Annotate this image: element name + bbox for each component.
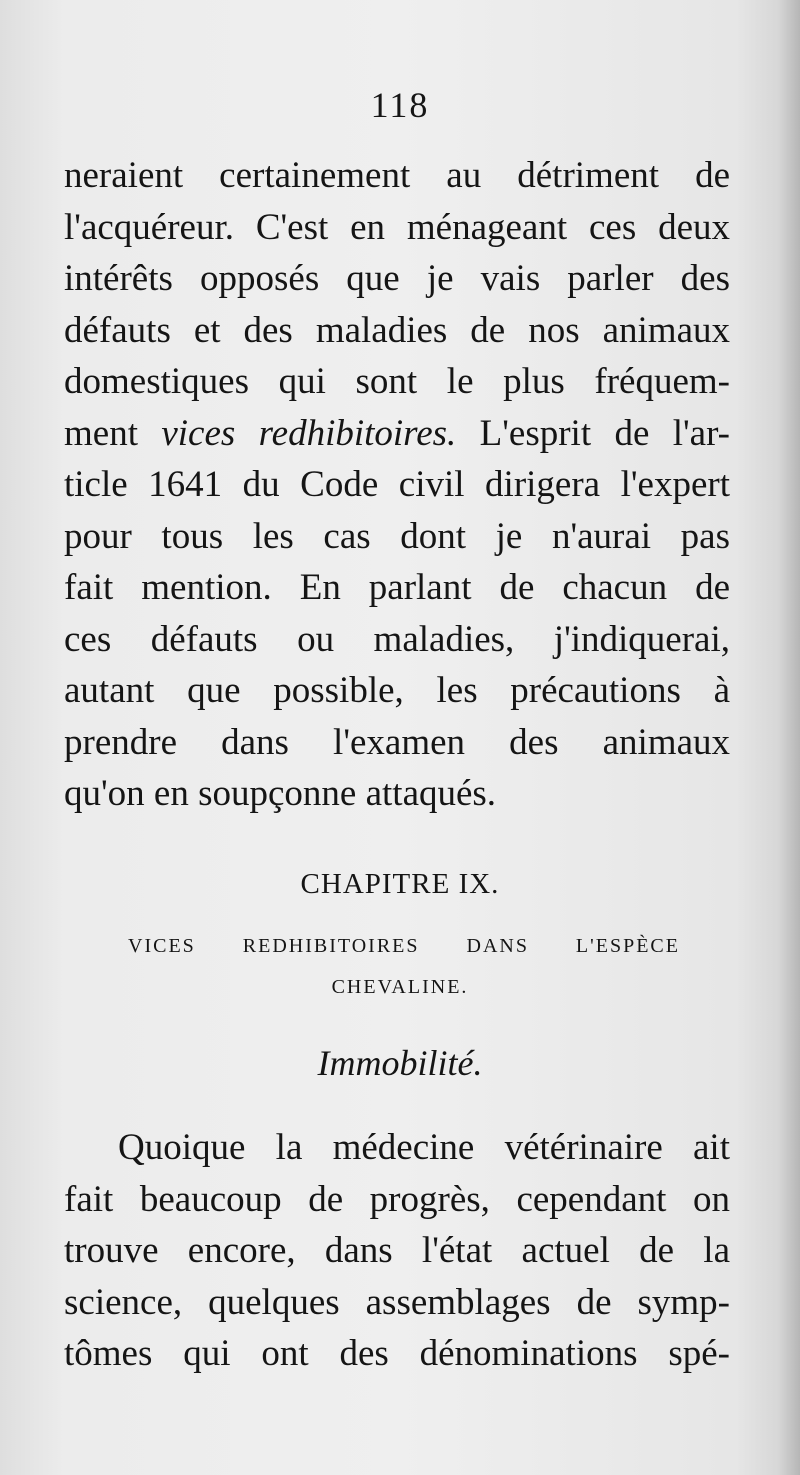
text-line-mixed bbox=[64, 408, 730, 460]
text-line: l'acquéreur. C'est en ménageant ces deux bbox=[64, 206, 730, 248]
paragraph-2 bbox=[64, 1122, 730, 1380]
text-line: ticle 1641 du Code civil dirigera l'expert bbox=[64, 464, 730, 505]
text-line: science, quelques assemblages de symp- bbox=[64, 1281, 730, 1323]
page-spine-shadow bbox=[778, 0, 800, 1475]
text-line: fait beaucoup de progrès, cependant on bbox=[64, 1178, 730, 1220]
text-line: Quoique la médecine vétérinaire ait bbox=[118, 1127, 730, 1168]
page-number: 118 bbox=[370, 85, 430, 125]
text-line: qu'on en soupçonne attaqués. bbox=[64, 773, 497, 814]
text-line: prendre dans l'examen des animaux bbox=[64, 721, 730, 763]
text-line: pour tous les cas dont je n'aurai pas bbox=[64, 515, 730, 557]
text-line: trouve encore, dans l'état actuel de la bbox=[64, 1230, 730, 1271]
text-line: domestiques qui sont le plus fréquem- bbox=[64, 361, 730, 402]
text-line: intérêts opposés que je vais parler des bbox=[64, 258, 730, 299]
chapter-title: CHAPITRE IX. bbox=[300, 868, 500, 900]
text-line: tômes qui ont des dénominations spé- bbox=[64, 1333, 730, 1374]
text-segment: ment bbox=[64, 412, 138, 454]
chapter-subtitle-line-2: CHEVALINE. bbox=[331, 976, 469, 998]
text-segment: L'esprit de l'ar- bbox=[479, 412, 730, 454]
text-line: défauts et des maladies de nos animaux bbox=[64, 309, 730, 351]
text-line: ces défauts ou maladies, j'indiquerai, bbox=[64, 618, 730, 660]
text-line: fait mention. En parlant de chacun de bbox=[64, 567, 730, 608]
chapter-subtitle-line-1: VICES REDHIBITOIRES DANS L'ESPÈCE bbox=[128, 935, 680, 957]
paragraph-1 bbox=[64, 150, 730, 820]
text-line: neraient certainement au détriment de bbox=[64, 155, 730, 196]
text-line: autant que possible, les précautions à bbox=[64, 670, 730, 711]
italic-term: vices redhibitoires. bbox=[161, 412, 457, 454]
section-title: Immobilité. bbox=[317, 1043, 483, 1083]
